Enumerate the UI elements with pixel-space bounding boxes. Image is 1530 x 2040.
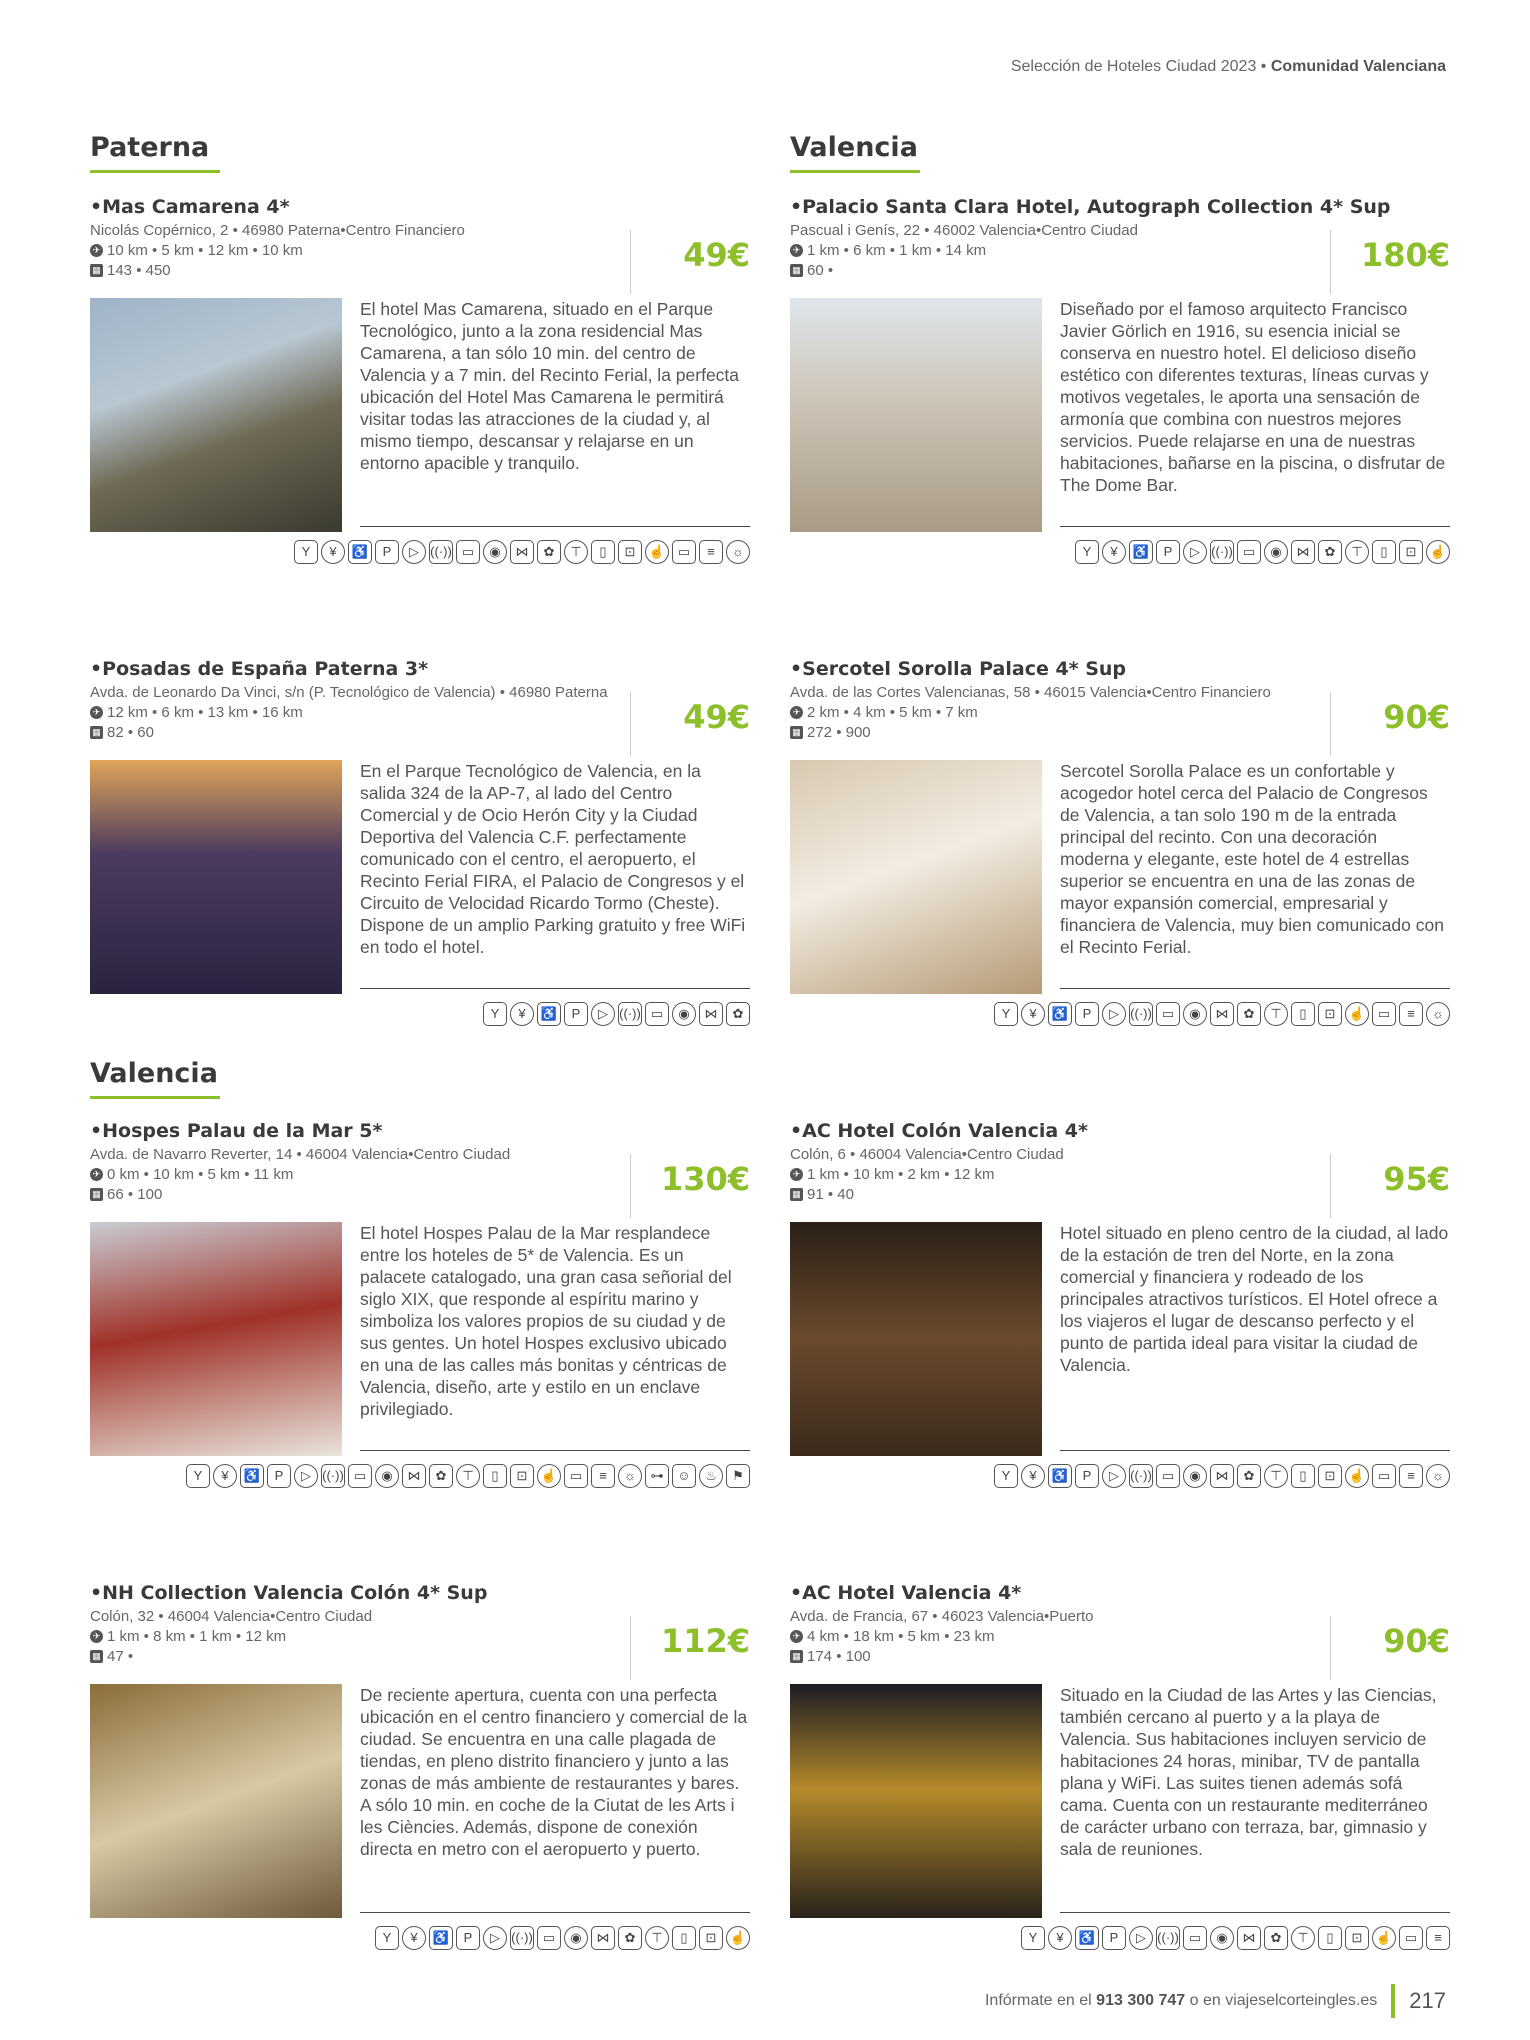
amenity-icon: ⊤ [1264, 1464, 1288, 1488]
hotel-rooms: ▦ 66 • 100 [90, 1186, 750, 1203]
hotel-photo [90, 1222, 342, 1456]
page-header: Selección de Hoteles Ciudad 2023 • Comunidad Valenciana [1010, 58, 1446, 75]
amenity-icon: ✿ [1264, 1926, 1288, 1950]
amenity-icon: Y [294, 540, 318, 564]
hotel-card [790, 196, 1450, 616]
hotel-description: En el Parque Tecnológico de Valencia, en la salida 324 de la AP-7, al lado del Centro Comercial y de Ocio Herón City y la Ciudad Deportiva del Valencia C.F. perfectamente comunicado con el centro, el aeropuerto, el Recinto Ferial FIRA, el Palacio de Congresos y el Circuito de Velocidad Ricardo Tormo (Cheste). Dispone de un amplio Parking gratuito y free WiFi en todo el hotel. [360, 761, 746, 957]
hotel-description: Sercotel Sorolla Palace es un confortable y acogedor hotel cerca del Palacio de Congresos de Valencia, a tan solo 190 m de la entrada principal del recinto. Con una decoración moderna y elegante, este hotel de 4 estrellas superior se encuentra en una de las zonas de mayor expansión comercial, empresarial y financiera de Valencia, muy bien comunicado con el Recinto Ferial. [1060, 761, 1444, 957]
hotel-address: Colón, 6 • 46004 Valencia•Centro Ciudad [790, 1146, 1064, 1163]
hotel-distances: ✈ 1 km • 8 km • 1 km • 12 km [90, 1628, 750, 1645]
amenity-icon: ⋈ [1237, 1926, 1261, 1950]
amenity-icon: ☼ [1426, 1002, 1450, 1026]
hotel-name: •Posadas de España Paterna 3* [90, 658, 429, 680]
hotel-photo [90, 1684, 342, 1918]
distance-icon: ✈ [90, 1168, 103, 1181]
amenity-icon: ◉ [672, 1002, 696, 1026]
amenity-icon: ¥ [510, 1002, 534, 1026]
distance-icon: ✈ [790, 1168, 803, 1181]
hotel-rooms: ▦ 272 • 900 [790, 724, 1450, 741]
rooms-icon: ▦ [790, 1188, 803, 1201]
amenity-icon: ♿ [348, 540, 372, 564]
distance-icon: ✈ [90, 244, 103, 257]
amenity-icon: P [375, 540, 399, 564]
amenity-icon: ◉ [375, 1464, 399, 1488]
amenities-row [375, 1926, 750, 1950]
page-number: 217 [1409, 1988, 1446, 2013]
amenity-icon: ✿ [429, 1464, 453, 1488]
amenity-icon: ☼ [1426, 1464, 1450, 1488]
hotel-address: Avda. de las Cortes Valencianas, 58 • 46015 Valencia•Centro Financiero [790, 684, 1271, 701]
amenity-icon: ¥ [1102, 540, 1126, 564]
amenity-icon: ⊤ [1264, 1002, 1288, 1026]
amenity-icon: ▭ [1237, 540, 1261, 564]
hotel-rooms: ▦ 82 • 60 [90, 724, 750, 741]
amenity-icon: ◉ [483, 540, 507, 564]
divider [360, 1450, 750, 1451]
amenity-icon: ⊤ [1291, 1926, 1315, 1950]
amenity-icon: ((·)) [1129, 1464, 1153, 1488]
amenities-row [186, 1464, 750, 1488]
amenity-icon: ¥ [1048, 1926, 1072, 1950]
hotel-price: 130€ [660, 1160, 750, 1198]
amenity-icon: ◉ [564, 1926, 588, 1950]
rooms-icon: ▦ [90, 726, 103, 739]
hotel-name: •Hospes Palau de la Mar 5* [90, 1120, 383, 1142]
hotel-price: 49€ [683, 236, 750, 274]
hotel-rooms: ▦ 47 • [90, 1648, 750, 1665]
amenity-icon: ((·)) [510, 1926, 534, 1950]
rooms-icon: ▦ [90, 1650, 103, 1663]
hotel-price: 180€ [1360, 236, 1450, 274]
divider [630, 692, 631, 756]
amenity-icon: ☺ [672, 1464, 696, 1488]
hotel-distances: ✈ 1 km • 6 km • 1 km • 14 km [790, 242, 1450, 259]
amenity-icon: ⊡ [1318, 1002, 1342, 1026]
amenities-row [994, 1002, 1450, 1026]
amenities-row [483, 1002, 750, 1026]
amenity-icon: P [564, 1002, 588, 1026]
amenity-icon: ▭ [1183, 1926, 1207, 1950]
amenity-icon: ◉ [1183, 1002, 1207, 1026]
divider [1060, 1450, 1450, 1451]
hotel-card [90, 1120, 750, 1540]
amenity-icon: ♿ [1048, 1002, 1072, 1026]
amenity-icon: Y [375, 1926, 399, 1950]
amenity-icon: ⋈ [510, 540, 534, 564]
hotel-address: Avda. de Leonardo Da Vinci, s/n (P. Tecnológico de Valencia) • 46980 Paterna [90, 684, 608, 701]
hotel-rooms: ▦ 143 • 450 [90, 262, 750, 279]
hotel-card [90, 658, 750, 1078]
section-title-valencia: Valencia [790, 132, 918, 169]
hotel-card [90, 1582, 750, 2002]
amenity-icon: ✿ [537, 540, 561, 564]
amenity-icon: ☝ [537, 1464, 561, 1488]
amenity-icon: ⊡ [1318, 1464, 1342, 1488]
amenity-icon: ⋈ [1210, 1002, 1234, 1026]
hotel-description: Situado en la Ciudad de las Artes y las Ciencias, también cercano al puerto y a la playa de Valencia. Sus habitaciones incluyen servicio de habitaciones 24 horas, minibar, TV de pantalla plana y WiFi. Las suites tienen además sofá cama. Cuenta con un restaurante mediterráneo de carácter urbano con terraza, bar, gimnasio y sala de reuniones. [1060, 1685, 1437, 1859]
hotel-rooms: ▦ 60 • [790, 262, 1450, 279]
amenity-icon: ⊡ [510, 1464, 534, 1488]
divider [360, 1912, 750, 1913]
amenity-icon: ▯ [1291, 1002, 1315, 1026]
divider [1060, 988, 1450, 989]
amenity-icon: ⊤ [1345, 540, 1369, 564]
amenity-icon: ◉ [1264, 540, 1288, 564]
amenity-icon: ⊶ [645, 1464, 669, 1488]
amenity-icon: ♨ [699, 1464, 723, 1488]
amenity-icon: ▷ [294, 1464, 318, 1488]
hotel-price: 90€ [1383, 698, 1450, 736]
amenity-icon: ▷ [1102, 1002, 1126, 1026]
hotel-card [790, 1120, 1450, 1540]
amenity-icon: ((·)) [1210, 540, 1234, 564]
amenity-icon: ▭ [1372, 1002, 1396, 1026]
hotel-price: 112€ [660, 1622, 750, 1660]
amenity-icon: ☝ [1345, 1464, 1369, 1488]
amenity-icon: ⋈ [699, 1002, 723, 1026]
amenity-icon: ▯ [1318, 1926, 1342, 1950]
hotel-name: •AC Hotel Valencia 4* [790, 1582, 1022, 1604]
amenity-icon: ¥ [213, 1464, 237, 1488]
hotel-name: •AC Hotel Colón Valencia 4* [790, 1120, 1088, 1142]
amenity-icon: ▷ [1102, 1464, 1126, 1488]
hotel-distances: ✈ 4 km • 18 km • 5 km • 23 km [790, 1628, 1450, 1645]
amenities-row [294, 540, 750, 564]
hotel-address: Pascual i Genís, 22 • 46002 Valencia•Centro Ciudad [790, 222, 1138, 239]
hotel-description: Diseñado por el famoso arquitecto Francisco Javier Görlich en 1916, su esencia inicial se conserva en nuestro hotel. El delicioso diseño estético con diferentes texturas, líneas curvas y motivos vegetales, le aporta una sensación de armonía que combina con nuestros mejores servicios. Puede relajarse en una de nuestras habitaciones, bañarse en la piscina, o disfrutar de The Dome Bar. [1060, 299, 1446, 495]
hotel-address: Avda. de Navarro Reverter, 14 • 46004 Valencia•Centro Ciudad [90, 1146, 511, 1163]
distance-icon: ✈ [790, 244, 803, 257]
hotel-price: 90€ [1383, 1622, 1450, 1660]
amenity-icon: ✿ [726, 1002, 750, 1026]
hotel-photo [790, 1222, 1042, 1456]
hotel-address: Colón, 32 • 46004 Valencia•Centro Ciudad [90, 1608, 373, 1625]
amenity-icon: ♿ [1048, 1464, 1072, 1488]
amenity-icon: ☼ [618, 1464, 642, 1488]
amenity-icon: ☝ [1372, 1926, 1396, 1950]
amenity-icon: ▭ [456, 540, 480, 564]
hotel-description: El hotel Hospes Palau de la Mar resplandece entre los hoteles de 5* de Valencia. Es un palacete catalogado, una gran casa señorial del siglo XIX, que responde al espíritu marino y simboliza los valores propios de su ciudad y de sus gentes. Un hotel Hospes exclusivo ubicado en una de las calles más bonitas y céntricas de Valencia, diseño, arte y estilo en un enclave privilegiado. [360, 1223, 732, 1419]
amenities-row [1021, 1926, 1450, 1950]
divider [1330, 230, 1331, 294]
amenity-icon: ¥ [1021, 1464, 1045, 1488]
hotel-price: 49€ [683, 698, 750, 736]
amenity-icon: ⋈ [402, 1464, 426, 1488]
amenity-icon: ♿ [537, 1002, 561, 1026]
amenity-icon: ▯ [1291, 1464, 1315, 1488]
hotel-photo [90, 298, 342, 532]
amenity-icon: ⊡ [618, 540, 642, 564]
amenity-icon: ▭ [1372, 1464, 1396, 1488]
amenity-icon: ≡ [699, 540, 723, 564]
hotel-photo [790, 1684, 1042, 1918]
hotel-photo [790, 298, 1042, 532]
amenity-icon: ⊡ [1399, 540, 1423, 564]
rooms-icon: ▦ [790, 1650, 803, 1663]
divider [1330, 692, 1331, 756]
amenity-icon: ⋈ [591, 1926, 615, 1950]
amenity-icon: ⊤ [456, 1464, 480, 1488]
amenity-icon: ☼ [726, 540, 750, 564]
amenity-icon: ⊤ [645, 1926, 669, 1950]
amenity-icon: ♿ [1129, 540, 1153, 564]
amenity-icon: ⋈ [1291, 540, 1315, 564]
hotel-card [90, 196, 750, 616]
divider [630, 1616, 631, 1680]
amenity-icon: ⊤ [564, 540, 588, 564]
amenity-icon: ▭ [645, 1002, 669, 1026]
amenity-icon: ((·)) [618, 1002, 642, 1026]
distance-icon: ✈ [790, 1630, 803, 1643]
amenity-icon: Y [483, 1002, 507, 1026]
divider [1060, 1912, 1450, 1913]
divider [360, 988, 750, 989]
hotel-distances: ✈ 2 km • 4 km • 5 km • 7 km [790, 704, 1450, 721]
amenity-icon: ▯ [1372, 540, 1396, 564]
amenity-icon: ¥ [402, 1926, 426, 1950]
amenity-icon: ▭ [564, 1464, 588, 1488]
amenity-icon: ▭ [537, 1926, 561, 1950]
amenity-icon: ◉ [1210, 1926, 1234, 1950]
amenity-icon: Y [186, 1464, 210, 1488]
amenity-icon: ⋈ [1210, 1464, 1234, 1488]
amenity-icon: ▷ [402, 540, 426, 564]
amenity-icon: P [267, 1464, 291, 1488]
hotel-description: El hotel Mas Camarena, situado en el Parque Tecnológico, junto a la zona residencial Mas Camarena, a tan sólo 10 min. del centro de Valencia y a 7 min. del Recinto Ferial, la perfecta ubicación del Hotel Mas Camarena le permitirá visitar todas las atracciones de la ciudad y, al mismo tiempo, descansar y relajarse en un entorno apacible y tranquilo. [360, 299, 740, 473]
amenity-icon: ▯ [591, 540, 615, 564]
amenity-icon: ((·)) [429, 540, 453, 564]
hotel-distances: ✈ 10 km • 5 km • 12 km • 10 km [90, 242, 750, 259]
amenity-icon: ◉ [1183, 1464, 1207, 1488]
hotel-distances: ✈ 0 km • 10 km • 5 km • 11 km [90, 1166, 750, 1183]
hotel-rooms: ▦ 91 • 40 [790, 1186, 1450, 1203]
page-footer: Infórmate en el 913 300 747 o en viajeselcorteingles.es 217 [985, 1984, 1446, 2018]
amenity-icon: ▯ [483, 1464, 507, 1488]
amenity-icon: ⚑ [726, 1464, 750, 1488]
amenity-icon: ▷ [1183, 540, 1207, 564]
amenity-icon: P [1102, 1926, 1126, 1950]
rooms-icon: ▦ [90, 1188, 103, 1201]
hotel-description: Hotel situado en pleno centro de la ciudad, al lado de la estación de tren del Norte, en la zona comercial y financiera y rodeado de los principales atractivos turísticos. El Hotel ofrece a los viajeros el lugar de descanso perfecto y el punto de partida ideal para visitar la ciudad de Valencia. [1060, 1223, 1449, 1375]
divider [1330, 1616, 1331, 1680]
divider [1330, 1154, 1331, 1218]
amenity-icon: ▷ [1129, 1926, 1153, 1950]
rooms-icon: ▦ [790, 264, 803, 277]
amenity-icon: P [1075, 1002, 1099, 1026]
amenity-icon: ▷ [591, 1002, 615, 1026]
divider [360, 526, 750, 527]
amenity-icon: Y [1021, 1926, 1045, 1950]
amenity-icon: Y [1075, 540, 1099, 564]
hotel-card [790, 1582, 1450, 2002]
amenity-icon: ▭ [348, 1464, 372, 1488]
amenity-icon: ▭ [672, 540, 696, 564]
distance-icon: ✈ [90, 1630, 103, 1643]
amenity-icon: ⊡ [699, 1926, 723, 1950]
amenity-icon: ((·)) [321, 1464, 345, 1488]
hotel-distances: ✈ 1 km • 10 km • 2 km • 12 km [790, 1166, 1450, 1183]
amenities-row [994, 1464, 1450, 1488]
distance-icon: ✈ [790, 706, 803, 719]
amenity-icon: ☝ [1345, 1002, 1369, 1026]
distance-icon: ✈ [90, 706, 103, 719]
amenity-icon: ▭ [1156, 1464, 1180, 1488]
amenity-icon: ☝ [645, 540, 669, 564]
amenity-icon: Y [994, 1002, 1018, 1026]
hotel-description: De reciente apertura, cuenta con una perfecta ubicación en el centro financiero y comercial de la ciudad. Se encuentra en una calle plagada de tiendas, en pleno distrito financiero y junto a las zonas de más ambiente de restaurantes y bares. A sólo 10 min. en coche de la Ciutat de les Arts i les Ciències. Además, dispone de conexión directa en metro con el aeropuerto y puerto. [360, 1685, 748, 1859]
divider [630, 230, 631, 294]
amenity-icon: ((·)) [1129, 1002, 1153, 1026]
hotel-distances: ✈ 12 km • 6 km • 13 km • 16 km [90, 704, 750, 721]
hotel-rooms: ▦ 174 • 100 [790, 1648, 1450, 1665]
amenity-icon: ▭ [1399, 1926, 1423, 1950]
rooms-icon: ▦ [790, 726, 803, 739]
amenity-icon: ¥ [321, 540, 345, 564]
hotel-card [790, 658, 1450, 1078]
hotel-price: 95€ [1383, 1160, 1450, 1198]
amenity-icon: ♿ [429, 1926, 453, 1950]
amenity-icon: ☝ [726, 1926, 750, 1950]
amenity-icon: P [456, 1926, 480, 1950]
amenity-icon: ✿ [618, 1926, 642, 1950]
hotel-name: •NH Collection Valencia Colón 4* Sup [90, 1582, 488, 1604]
amenity-icon: ✿ [1318, 540, 1342, 564]
hotel-name: •Sercotel Sorolla Palace 4* Sup [790, 658, 1127, 680]
amenities-row [1075, 540, 1450, 564]
hotel-address: Avda. de Francia, 67 • 46023 Valencia•Puerto [790, 1608, 1094, 1625]
amenity-icon: P [1075, 1464, 1099, 1488]
section-title-valencia: Valencia [90, 1058, 218, 1095]
amenity-icon: P [1156, 540, 1180, 564]
amenity-icon: ≡ [1399, 1002, 1423, 1026]
amenity-icon: ☝ [1426, 540, 1450, 564]
amenity-icon: ▭ [1156, 1002, 1180, 1026]
amenity-icon: ▯ [672, 1926, 696, 1950]
amenity-icon: ≡ [1399, 1464, 1423, 1488]
amenity-icon: ✿ [1237, 1002, 1261, 1026]
rooms-icon: ▦ [90, 264, 103, 277]
amenity-icon: ♿ [1075, 1926, 1099, 1950]
hotel-photo [90, 760, 342, 994]
amenity-icon: ⊡ [1345, 1926, 1369, 1950]
amenity-icon: ♿ [240, 1464, 264, 1488]
hotel-photo [790, 760, 1042, 994]
hotel-address: Nicolás Copérnico, 2 • 46980 Paterna•Centro Financiero [90, 222, 465, 239]
amenity-icon: ¥ [1021, 1002, 1045, 1026]
amenity-icon: Y [994, 1464, 1018, 1488]
amenity-icon: ▷ [483, 1926, 507, 1950]
footer-accent-bar [1391, 1984, 1395, 2018]
section-title-paterna: Paterna [90, 132, 209, 169]
amenity-icon: ≡ [1426, 1926, 1450, 1950]
divider [1060, 526, 1450, 527]
divider [630, 1154, 631, 1218]
amenity-icon: ✿ [1237, 1464, 1261, 1488]
hotel-name: •Palacio Santa Clara Hotel, Autograph Collection 4* Sup [790, 196, 1391, 218]
hotel-name: •Mas Camarena 4* [90, 196, 290, 218]
amenity-icon: ≡ [591, 1464, 615, 1488]
amenity-icon: ((·)) [1156, 1926, 1180, 1950]
